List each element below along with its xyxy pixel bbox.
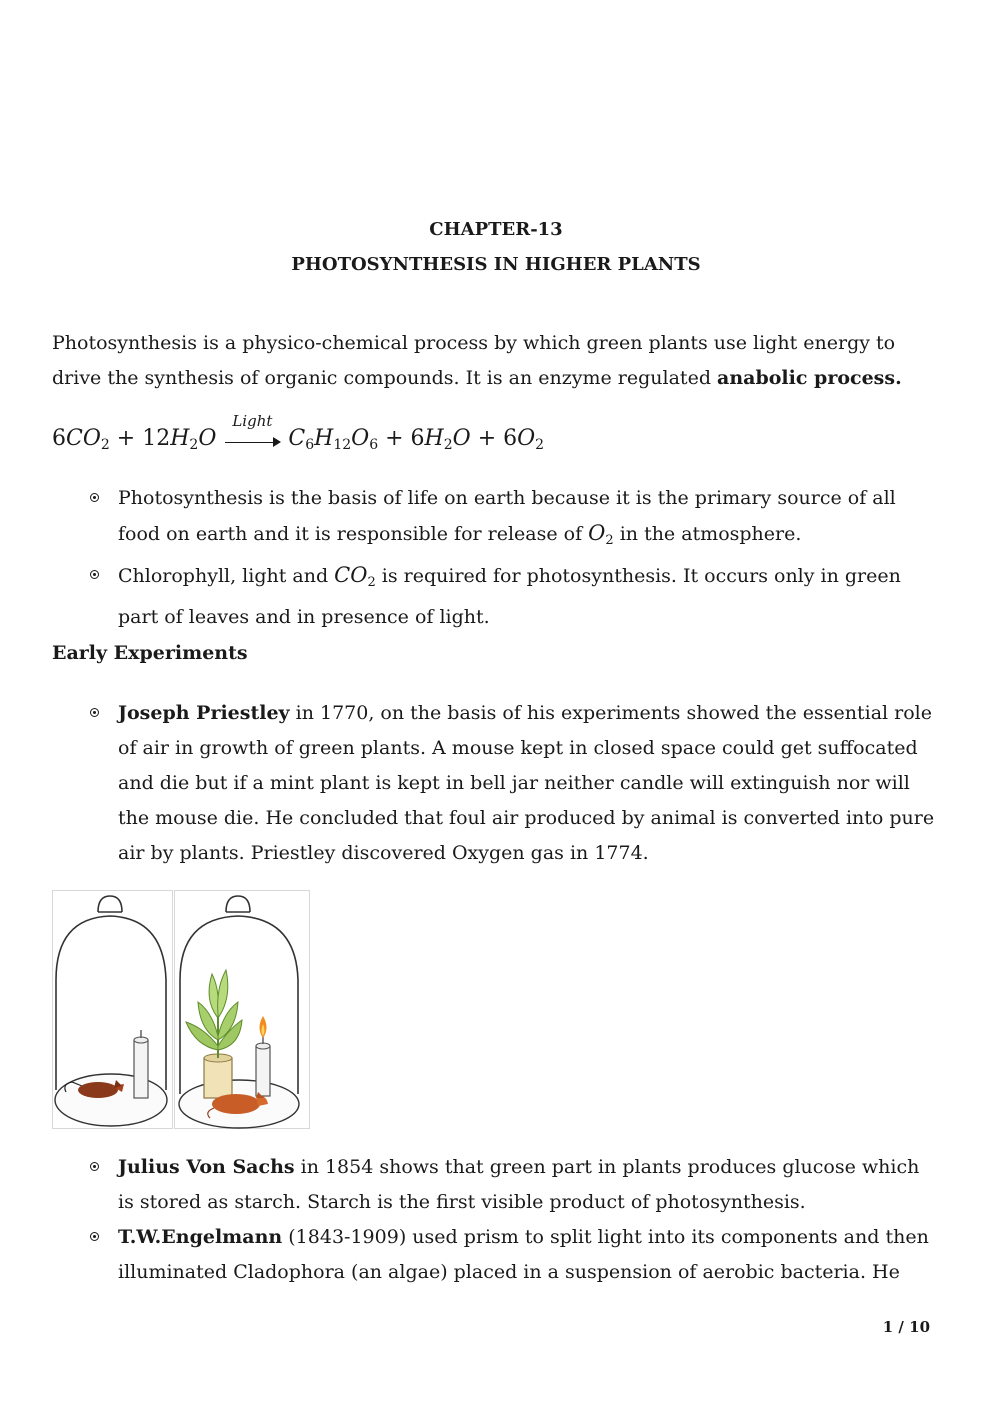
scientist-name: Julius Von Sachs <box>118 1156 295 1178</box>
math-symbol: O <box>588 521 606 545</box>
bullet-icon <box>90 493 99 502</box>
eq-species: O <box>517 426 536 451</box>
list-item <box>118 481 938 558</box>
math-subscript: 2 <box>367 575 376 590</box>
list-item-text: (1843-1909) used prism to split light into its components and then illuminated Cladophora (an algae) placed in a suspension of aerobic bacteria. He <box>118 1226 929 1283</box>
math-symbol: CO <box>334 563 368 587</box>
reaction-arrow <box>223 412 281 451</box>
eq-coef: 12 <box>142 426 171 451</box>
eq-subscript: 2 <box>535 437 545 453</box>
candle-left <box>134 1030 148 1098</box>
eq-subscript: 2 <box>189 437 199 453</box>
eq-species: O <box>351 426 370 451</box>
scientist-name: Joseph Priestley <box>118 702 290 724</box>
list-item <box>118 1150 938 1220</box>
intro-paragraph <box>52 326 942 396</box>
eq-subscript: 6 <box>369 437 379 453</box>
arrow-line <box>225 442 279 443</box>
eq-plus: + <box>470 426 504 451</box>
list-item <box>118 1220 938 1290</box>
scientists-list <box>118 1150 938 1290</box>
bullet-icon <box>90 570 99 579</box>
intro-text: Photosynthesis is a physico-chemical process by which green plants use light energy to drive the synthesis of organic compounds. It is an enzyme regulated <box>52 332 896 389</box>
eq-coef: 6 <box>503 426 518 451</box>
math-subscript: 2 <box>605 533 614 548</box>
mint-plant <box>186 970 242 1098</box>
chapter-label: CHAPTER-13 <box>429 219 563 240</box>
list-item-text: in 1854 shows that green part in plants produces glucose which is stored as starch. Starch is the first visible product of photosynthesis. <box>118 1156 920 1213</box>
eq-plus: + <box>378 426 411 451</box>
bell-jar-right <box>179 896 299 1128</box>
bell-jar-figure <box>52 890 310 1130</box>
bullet-icon <box>90 708 99 717</box>
arrow-label: Light <box>232 412 273 430</box>
list-item <box>118 558 938 635</box>
eq-species: O <box>452 426 471 451</box>
eq-species: H <box>314 426 334 451</box>
bullet-icon <box>90 1232 99 1241</box>
eq-subscript: 6 <box>305 437 315 453</box>
page-number: 1 / 10 <box>882 1318 930 1336</box>
priestley-list <box>118 696 938 871</box>
list-item-text: Chlorophyll, light and <box>118 565 335 587</box>
eq-subscript: 12 <box>333 437 352 453</box>
intro-bold-term: anabolic process. <box>717 367 902 389</box>
scientist-name: T.W.Engelmann <box>118 1226 283 1248</box>
eq-plus: + <box>109 426 143 451</box>
math-oxygen <box>588 521 614 548</box>
list-item-text: in the atmosphere. <box>613 523 802 545</box>
candle-right <box>256 1016 270 1096</box>
eq-species: CO <box>66 426 101 451</box>
list-item <box>118 696 938 871</box>
list-item-text: in 1770, on the basis of his experiments showed the essential role of air in growth of green plants. A mouse kept in closed space could get suffocated and die but if a mint plant is kept in bell jar neither candle will extinguish nor will the mouse die. He concluded that foul air produced by animal is converted into pure air by plants. Priestley discovered Oxygen gas in 1774. <box>118 702 935 864</box>
eq-coef: 6 <box>410 426 425 451</box>
list-item-text: is required for photosynthesis. It occurs only in green part of leaves and in presence of light. <box>118 565 901 628</box>
eq-subscript: 2 <box>443 437 453 453</box>
eq-subscript: 2 <box>100 437 110 453</box>
list-item-text: Photosynthesis is the basis of life on earth because it is the primary source of all food on earth and it is responsible for release of <box>118 487 896 545</box>
eq-species: H <box>170 426 190 451</box>
bullet-icon <box>90 1162 99 1171</box>
photosynthesis-facts-list <box>118 481 938 635</box>
section-heading: Early Experiments <box>52 642 248 664</box>
eq-species: C <box>288 426 306 451</box>
photosynthesis-equation <box>52 412 612 462</box>
chapter-title: PHOTOSYNTHESIS IN HIGHER PLANTS <box>291 254 701 275</box>
eq-species: O <box>198 426 217 451</box>
eq-coef: 6 <box>52 426 66 451</box>
math-carbon-dioxide <box>334 563 376 590</box>
eq-species: H <box>424 426 444 451</box>
